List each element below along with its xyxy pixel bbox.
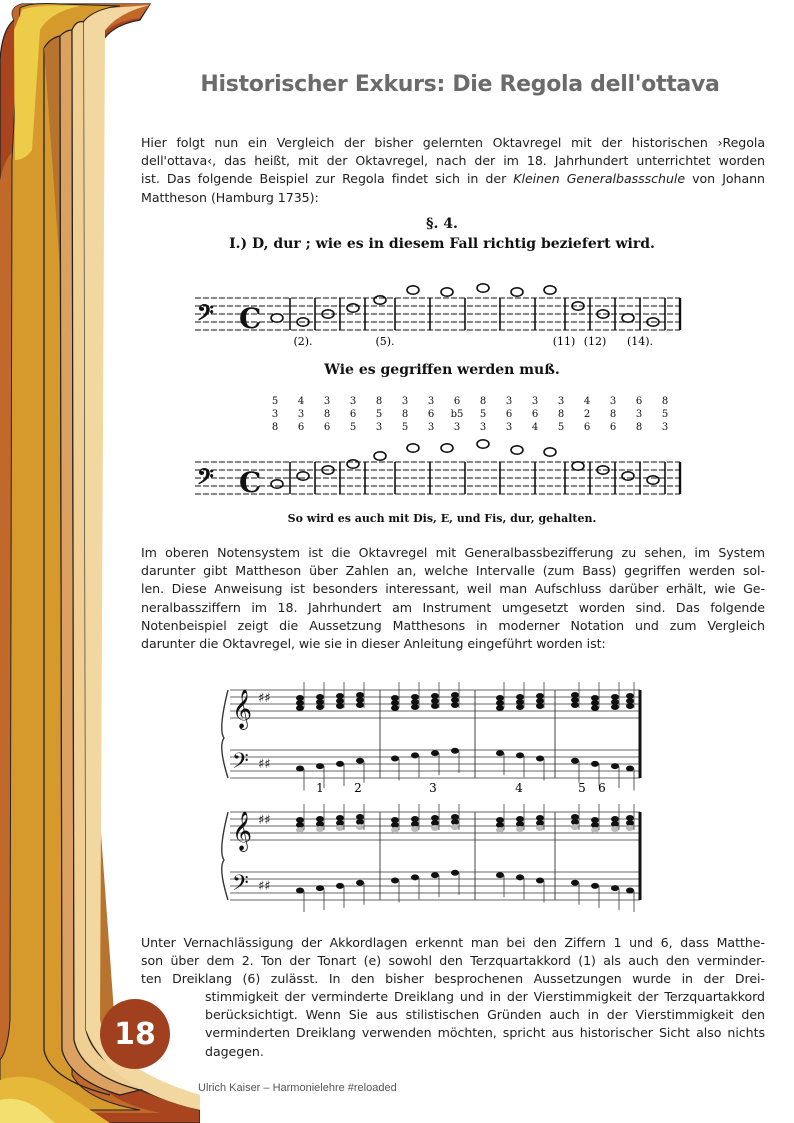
figure-digit: 6 [635,396,643,407]
figure-digit: 5 [349,422,357,433]
figure-digit: 3 [323,396,331,407]
figure-digit: 3 [427,422,435,433]
whole-note [271,480,283,488]
figure-digit: 6 [323,422,331,433]
bass-note [496,750,504,756]
chord-note [431,825,439,831]
marker: 4 [515,781,523,795]
bass-note [451,870,459,876]
chord-note [626,825,634,831]
bass-note [356,880,364,886]
bass-note [431,872,439,878]
bass-note [336,883,344,889]
whole-note [544,286,556,294]
chord-note [391,827,399,833]
text-line: neralbassziffern im 18. Jahrhundert am Instrument umgesetzt worden sind. Das folgende [141,599,765,615]
chord-note [296,827,304,833]
whole-note [441,288,453,296]
marker: 2 [354,781,362,795]
key-signature: ♯♯ [258,813,271,828]
chord-note [591,827,599,833]
bass-note [611,763,619,769]
whole-note [347,460,359,468]
bass-note [536,755,544,761]
figure-digit: 8 [479,396,487,407]
chord-note [591,705,599,711]
bass-note [611,885,619,891]
text-line [141,170,765,188]
whole-note [374,452,386,460]
bass-note [296,765,304,771]
chord-note [391,705,399,711]
chord-note [516,704,524,710]
bass-note [571,758,579,764]
figure-digit: 3 [349,396,357,407]
chord-note [571,824,579,830]
figure-digit: 3 [401,396,409,407]
figure-digit: 3 [557,396,565,407]
chord-note [316,704,324,710]
text-line: len. Diese Anweisung ist besonders interessant, weil man Aufschluss darüber erhält, wie Ge- [141,581,765,597]
staff-label: (11) [552,335,576,348]
bass-note [356,758,364,764]
chord-note [611,704,619,710]
figure-digit: 8 [271,422,279,433]
figure-digit: 5 [401,422,409,433]
figure-digit: 2 [583,409,591,420]
common-time-icon: C [239,302,262,335]
whole-note [647,476,659,484]
octave-rule-system [222,804,640,912]
whole-note [622,472,634,480]
key-signature: ♯♯ [258,691,271,706]
figure-digit: 5 [557,422,565,433]
upper-staff-labels [293,335,653,348]
figure-digit: 3 [505,396,513,407]
figure-digit: 6 [505,409,513,420]
figure-digit: 3 [271,409,279,420]
text-line: berücksichtigt. Wenn Sie aus stilistischen Gründen auch in der Vierstimmigkeit den [205,1007,765,1023]
brace-icon [222,812,228,900]
text-fragment: von Johann [692,171,765,187]
figured-numbers [272,396,668,433]
chord-note [316,826,324,832]
common-time-icon: C [239,466,262,499]
bass-note [296,887,304,893]
whole-note [374,296,386,304]
chord-note [536,825,544,831]
bass-note [336,761,344,767]
text-line: Mattheson (Hamburg 1735): [141,189,319,205]
figure-digit: 6 [531,409,539,420]
lower-bass-staff [195,440,680,499]
book-title: Kleinen Generalbassschule [513,171,686,187]
chord-note [611,826,619,832]
whole-note [511,288,523,296]
chord-note [571,702,579,708]
marker: 3 [429,781,437,795]
figure-digit: 5 [661,409,669,420]
brace-icon [222,690,228,778]
figure-digit: 6 [349,409,357,420]
scan-section: §. 4. [426,216,458,232]
figure-digit: 3 [479,422,487,433]
bass-note [411,752,419,758]
text-line: darunter gibt Mattheson über Zahlen an, welche Intervalle (zum Bass) gegriffen werden sol- [141,563,765,579]
text-line: darunter die Oktavregel, wie sie in dieser Anleitung eingeführt worden ist: [141,636,606,652]
chord-note [336,825,344,831]
figure-digit: 6 [583,422,591,433]
chord-note [496,827,504,833]
whole-note [477,440,489,448]
bass-note [391,877,399,883]
staff-label: (12) [583,335,607,348]
chord-note [496,705,504,711]
chord-note [536,703,544,709]
marker: 5 [578,781,586,795]
figure-digit: 8 [635,422,643,433]
whole-note [407,444,419,452]
figure-digit: 3 [661,422,669,433]
figure-digit: 4 [297,396,305,407]
whole-note [572,462,584,470]
figure-digit: 3 [375,422,383,433]
bass-note [626,887,634,893]
whole-note [441,444,453,452]
text-line: Im oberen Notensystem ist die Oktavregel mit Generalbassbezifferung zu sehen, im System [141,545,765,560]
text-fragment: ist. Das folgende Beispiel zur Regola findet sich in der [141,171,507,187]
treble-clef-icon: 𝄞 [232,689,253,729]
chord-note [411,704,419,710]
bass-clef-icon: 𝄢 [197,301,214,331]
treble-clef-icon: 𝄞 [232,811,253,851]
marker: 1 [316,781,324,795]
figure-digit: 6 [297,422,305,433]
figure-digit: 4 [583,396,591,407]
staff-label: (2). [293,335,313,348]
page-title: Historischer Exkurs: Die Regola dell'ottava [200,72,720,97]
text-line: verminderten Dreiklang verwenden möchten, spricht aus historischer Sicht also nichts [205,1025,765,1041]
figure-digit: 5 [271,396,279,407]
text-line: son über dem 2. Ton der Tonart (e) sowohl den Terzquartakkord (1) als auch den verminder- [141,953,765,969]
chord-note [296,705,304,711]
mattheson-realization-system [222,682,640,790]
page-footer: Ulrich Kaiser – Harmonielehre #reloaded [198,1082,397,1094]
bass-note [316,763,324,769]
conclusion-paragraph [141,934,765,989]
chord-note [356,824,364,830]
bass-note [591,883,599,889]
upper-bass-staff [195,284,680,335]
figure-digit: 6 [609,422,617,433]
bass-note [316,885,324,891]
text-line: dell'ottava‹, das heißt, mit der Oktavregel, nach der im 18. Jahrhundert unterrichtet worden [141,153,765,169]
figure-digit: b5 [450,409,464,420]
scan-heading: I.) D, dur ; wie es in diesem Fall richtig beziefert wird. [229,236,655,252]
figure-digit: 3 [297,409,305,420]
whole-note [477,284,489,292]
bass-note [516,874,524,880]
bass-note [626,765,634,771]
bass-clef-icon: 𝄢 [197,465,214,495]
whole-note [297,472,309,480]
bass-clef-icon: 𝄢 [232,749,249,779]
explanation-paragraph [141,544,765,653]
figure-digit: 8 [401,409,409,420]
bass-note [516,752,524,758]
figure-digit: 3 [609,396,617,407]
figure-digit: 3 [505,422,513,433]
key-signature: ♯♯ [258,757,271,772]
figure-digit: 8 [609,409,617,420]
figure-digit: 8 [375,396,383,407]
chord-note [336,703,344,709]
bass-note [591,761,599,767]
chord-note [431,703,439,709]
figure-digit: 6 [427,409,435,420]
figure-digit: 5 [479,409,487,420]
chord-note [516,826,524,832]
chord-note [411,826,419,832]
key-signature: ♯♯ [258,879,271,894]
staff-label: (14). [626,335,654,348]
bass-note [391,755,399,761]
figure-digit: 5 [375,409,383,420]
figure-digit: 8 [661,396,669,407]
bass-note [536,877,544,883]
staff-label: (5). [375,335,395,348]
chord-note [356,702,364,708]
figure-digit: 6 [453,396,461,407]
historical-score-scan [195,212,690,530]
bass-note [571,880,579,886]
scan-caption: So wird es auch mit Dis, E, und Fis, dur, gehalten. [287,512,597,525]
figure-digit: 8 [557,409,565,420]
text-line: Unter Vernachlässigung der Akkordlagen erkennt man bei den Ziffern 1 und 6, dass Matthe- [141,935,765,950]
chord-note [451,702,459,708]
whole-note [511,446,523,454]
chord-note [626,703,634,709]
figure-markers [316,781,606,795]
text-line: ten Dreiklang (6) zulässt. In den bisher besprochenen Aussetzungen wurde in der Drei- [141,971,765,987]
whole-note [347,304,359,312]
whole-note [271,314,283,322]
text-line: Hier folgt nun ein Vergleich der bisher gelernten Oktavregel mit der historischen ›Regola [141,135,765,150]
figure-digit: 3 [635,409,643,420]
intro-paragraph [141,134,765,207]
marker: 6 [598,781,606,795]
figure-digit: 8 [323,409,331,420]
modern-notation-example [210,672,650,912]
bass-clef-icon: 𝄢 [232,871,249,901]
conclusion-paragraph-indented [205,988,765,1061]
bass-note [451,748,459,754]
page-number-badge: 18 [100,999,170,1069]
figure-digit: 3 [531,396,539,407]
figure-digit: 3 [453,422,461,433]
whole-note [407,286,419,294]
figure-digit: 3 [427,396,435,407]
chord-note [451,824,459,830]
text-line: stimmigkeit der verminderte Dreiklang und in der Vierstimmigkeit der Terzquartakkord [205,989,765,1004]
whole-note [544,448,556,456]
text-line: Notenbeispiel zeigt die Aussetzung Matthesons in moderner Notation und zum Vergleich [141,617,765,633]
bass-note [431,750,439,756]
scan-subheading: Wie es gegriffen werden muß. [324,362,560,378]
bass-note [411,874,419,880]
text-line: dagegen. [205,1043,264,1059]
bass-note [496,872,504,878]
whole-note [622,314,634,322]
figure-digit: 4 [531,422,539,433]
